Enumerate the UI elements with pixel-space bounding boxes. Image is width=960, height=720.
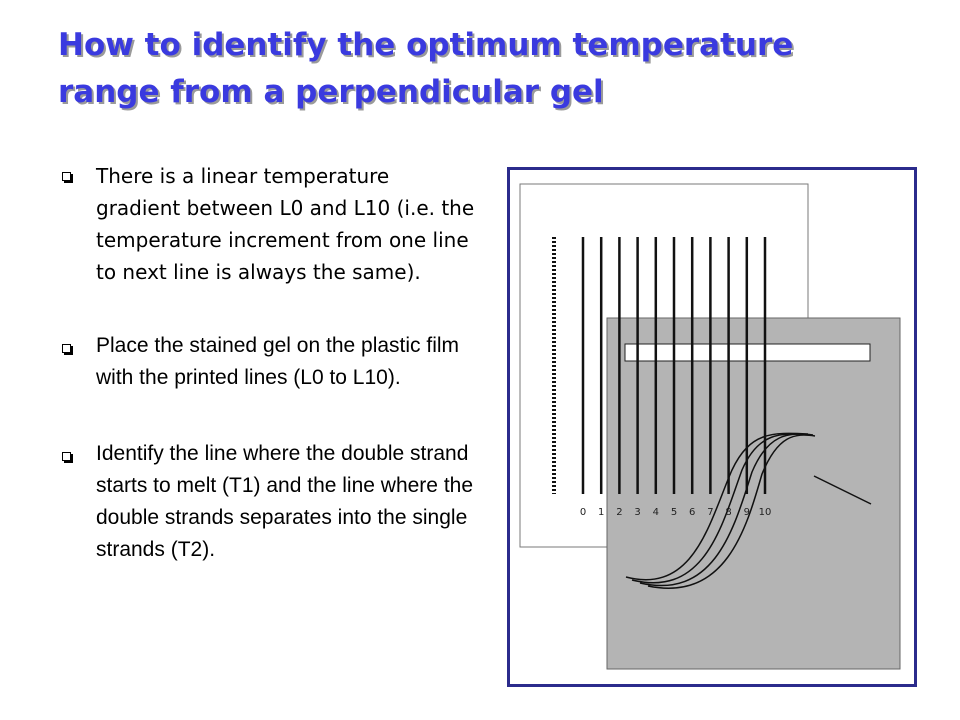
- bullet-text: Place the stained gel on the plastic film with the printed lines (L0 to L10).: [96, 334, 460, 389]
- bullet-list: [58, 160, 478, 566]
- bullet-text: There is a linear temperature gradient between L0 and L10 (i.e. the temperature increment from one line to next line is always the same).: [96, 164, 475, 284]
- line-label-L9: 9: [743, 507, 750, 518]
- line-label-L0: 0: [579, 507, 587, 518]
- bullet-item-identify-lines: [58, 438, 478, 566]
- line-label-L6: 6: [689, 507, 696, 518]
- bullet-item-gradient: [58, 160, 478, 288]
- gel-figure-svg: [510, 170, 914, 684]
- bullet-text: Identify the line where the double strand starts to melt (T1) and the line where the double strands separates into the single strands (T2).: [96, 442, 474, 561]
- line-label-L10: 10: [758, 507, 772, 518]
- title-line-2: range from a perpendicular gel: [58, 74, 604, 110]
- line-label-L5: 5: [670, 507, 678, 518]
- slide-title: [58, 22, 918, 116]
- line-label-L4: 4: [652, 507, 659, 518]
- line-label-L2: 2: [616, 507, 623, 518]
- stained-gel: [607, 318, 900, 669]
- title-line-1: How to identify the optimum temperature: [58, 27, 794, 63]
- line-label-L8: 8: [725, 507, 732, 518]
- square-bullet-icon: [62, 344, 71, 353]
- gel-figure: [507, 167, 917, 687]
- line-label-L3: 3: [634, 507, 641, 518]
- square-bullet-icon: [62, 172, 71, 181]
- square-bullet-icon: [62, 452, 71, 461]
- line-label-L7: 7: [707, 507, 714, 518]
- bullet-item-place-gel: [58, 330, 478, 394]
- line-label-L1: 1: [598, 507, 605, 518]
